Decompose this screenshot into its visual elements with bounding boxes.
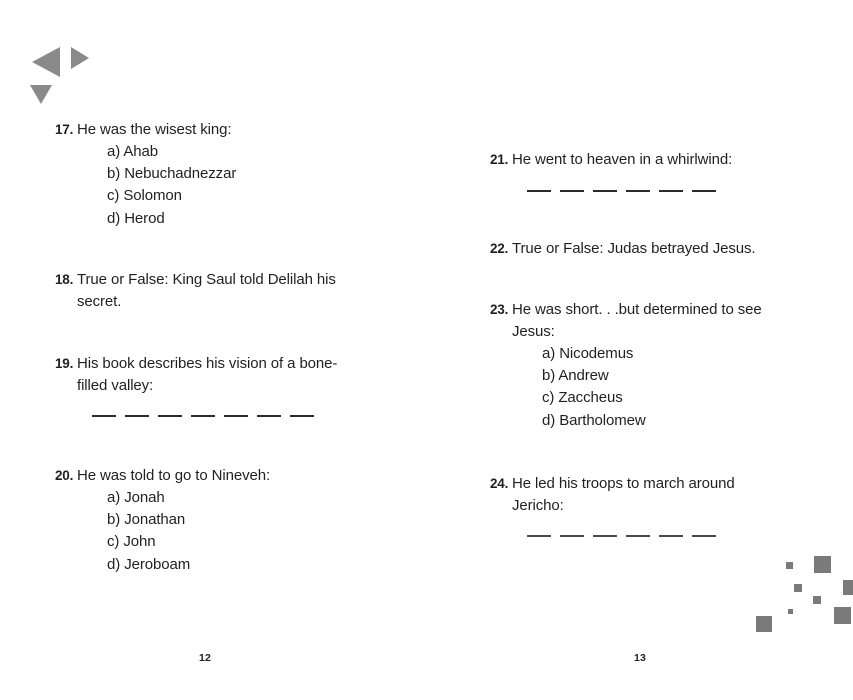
question-prompt: [77, 353, 410, 397]
question-prompt-line2: filled valley:: [77, 377, 154, 394]
decorative-square: [814, 556, 831, 573]
decorative-square: [794, 584, 802, 592]
option-item[interactable]: d) Jeroboam: [107, 555, 191, 573]
answer-blank-row[interactable]: [40, 415, 410, 417]
question-block-22: [475, 238, 845, 260]
option-item[interactable]: b) Jonathan: [107, 511, 186, 529]
question-prompt-line1: He was short. . .but determined to see: [512, 301, 762, 318]
page-number-right: 13: [634, 652, 647, 664]
option-list: [475, 343, 845, 432]
option-item[interactable]: c) Solomon: [107, 187, 182, 205]
option-item[interactable]: d) Herod: [107, 209, 165, 227]
question-prompt: [77, 269, 410, 313]
option-list: [40, 141, 410, 230]
option-item[interactable]: a) Jonah: [107, 489, 165, 506]
option-list: [40, 487, 410, 576]
question-prompt-line2: Jericho:: [512, 497, 564, 514]
question-row: [40, 465, 410, 487]
question-row: [475, 149, 845, 171]
answer-blank[interactable]: [692, 190, 716, 192]
question-prompt: He was the wisest king:: [77, 121, 232, 138]
decorative-square: [786, 562, 793, 569]
answer-blank-row[interactable]: [475, 190, 845, 192]
question-prompt-line1: His book describes his vision of a bone-: [77, 355, 338, 372]
answer-blank[interactable]: [224, 415, 248, 417]
question-block-17: [40, 119, 410, 230]
question-row: [475, 473, 845, 517]
question-block-23: [475, 299, 845, 432]
question-prompt-line1: He led his troops to march around: [512, 475, 735, 492]
question-number: 24.: [490, 476, 509, 491]
option-item[interactable]: b) Andrew: [542, 367, 609, 385]
question-number: 20.: [55, 468, 74, 483]
option-item[interactable]: c) Zaccheus: [542, 389, 623, 407]
answer-blank[interactable]: [626, 190, 650, 192]
question-prompt: [512, 473, 845, 517]
option-item[interactable]: d) Bartholomew: [542, 411, 646, 429]
question-row: [40, 353, 410, 397]
option-item[interactable]: c) John: [107, 533, 156, 551]
question-block-18: [40, 269, 410, 313]
question-row: [40, 269, 410, 313]
answer-blank[interactable]: [257, 415, 281, 417]
question-prompt: [512, 299, 845, 343]
question-prompt-line2: secret.: [77, 293, 122, 310]
decorative-square: [756, 616, 772, 632]
answer-blank[interactable]: [191, 415, 215, 417]
question-prompt: He went to heaven in a whirlwind:: [512, 151, 733, 168]
decorative-square: [788, 609, 793, 614]
question-prompt-line2: Jesus:: [512, 323, 555, 340]
question-number: 23.: [490, 302, 509, 317]
answer-blank[interactable]: [92, 415, 116, 417]
question-row: [40, 119, 410, 141]
question-number: 21.: [490, 152, 509, 167]
left-page-column: [40, 0, 440, 700]
answer-blank[interactable]: [593, 535, 617, 537]
question-block-20: [40, 465, 410, 576]
answer-blank[interactable]: [527, 535, 551, 537]
answer-blank[interactable]: [659, 535, 683, 537]
decorative-square: [813, 596, 821, 604]
question-block-19: [40, 353, 410, 417]
question-block-24: [475, 473, 845, 537]
decorative-square-cluster: [740, 552, 850, 642]
answer-blank[interactable]: [125, 415, 149, 417]
question-number: 22.: [490, 241, 509, 256]
question-prompt-line1: True or False: King Saul told Delilah his: [77, 271, 336, 288]
question-row: [475, 238, 845, 260]
option-item[interactable]: a) Nicodemus: [542, 345, 634, 362]
question-number: 18.: [55, 272, 74, 287]
option-item[interactable]: b) Nebuchadnezzar: [107, 165, 237, 183]
question-prompt: True or False: Judas betrayed Jesus.: [512, 240, 756, 257]
page-number-left: 12: [199, 652, 212, 664]
answer-blank[interactable]: [527, 190, 551, 192]
decorative-square: [834, 607, 851, 624]
answer-blank[interactable]: [158, 415, 182, 417]
answer-blank[interactable]: [692, 535, 716, 537]
answer-blank[interactable]: [560, 190, 584, 192]
answer-blank[interactable]: [593, 190, 617, 192]
answer-blank-row[interactable]: [475, 535, 845, 537]
option-item[interactable]: a) Ahab: [107, 143, 159, 160]
question-row: [475, 299, 845, 343]
answer-blank[interactable]: [659, 190, 683, 192]
decorative-square: [843, 580, 853, 595]
answer-blank[interactable]: [290, 415, 314, 417]
question-number: 19.: [55, 356, 74, 371]
answer-blank[interactable]: [626, 535, 650, 537]
question-prompt: He was told to go to Nineveh:: [77, 467, 271, 484]
question-block-21: [475, 149, 845, 192]
question-number: 17.: [55, 122, 74, 137]
answer-blank[interactable]: [560, 535, 584, 537]
